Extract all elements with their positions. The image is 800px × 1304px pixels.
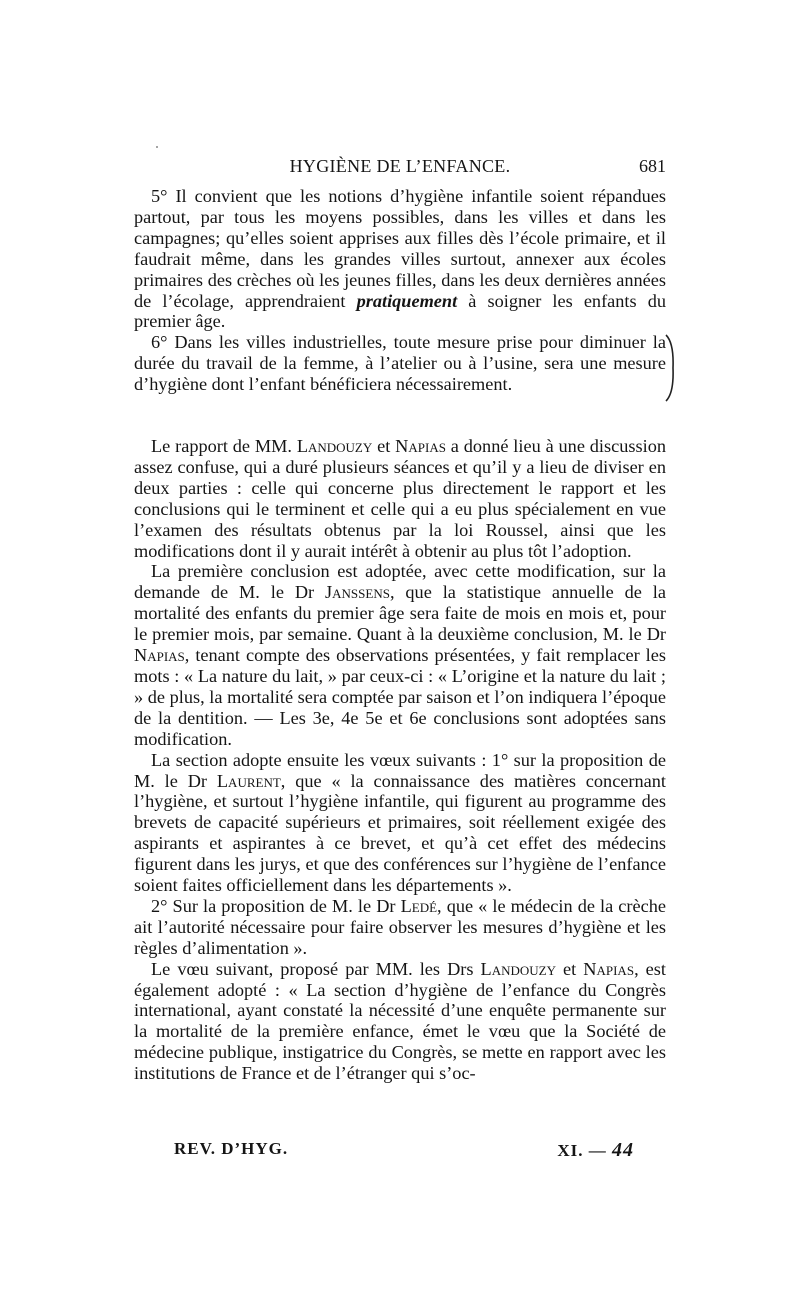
discussion-paragraph-1 — [134, 436, 666, 561]
author-name: Napias — [395, 436, 446, 456]
author-name: Napias — [583, 958, 635, 979]
volume-label: XI. — — [557, 1141, 607, 1160]
author-name: Napias — [134, 645, 185, 666]
text-run: , que « la connaissance des matières concernant l’hygiène, et surtout l’hygiène infantile, qui figurent au programme des brevets de capacité supérieurs et primaires, soit réellement exigée des aspirants et aspirantes à ce brevet, et qu’à cet effet des médecins figurent dans les jurys, et que des conférences sur l’hygiène de l’enfance soient faites officiellement dans les départements ». — [134, 770, 666, 896]
text-run: , que la statistique annuelle de la mortalité des enfants du premier âge sera faite de mois en mois et, pour le premier mois, par semaine. Quant à la deuxième conclusion, M. le Dr — [134, 582, 666, 645]
running-head: HYGIÈNE DE L’ENFANCE. — [289, 156, 511, 176]
text-run: et — [372, 436, 396, 456]
volume-signature — [557, 1139, 634, 1162]
text-run: , est également adopté : « La section d’hygiène de l’enfance du Congrès international, ayant constaté la nécessité d’une enquête permanente sur la mortalité de la première enfance, émet le vœu que la Société de médecine publique, instigatrice du Congrès, se mette en rapport avec les institutions de France et de l’étranger qui s’oc- — [134, 958, 666, 1084]
discussion-paragraph-3 — [134, 750, 666, 896]
discussion-block — [134, 436, 666, 1084]
author-name: Landouzy — [296, 436, 373, 456]
conclusion-5-italic: pratiquement — [356, 290, 458, 311]
page-footer — [174, 1139, 634, 1165]
page-header — [134, 156, 666, 182]
text-run: Le rapport de MM. — [151, 436, 297, 456]
author-name: Laurent — [216, 770, 281, 791]
author-name: Ledé — [400, 895, 438, 916]
text-run: et — [555, 958, 584, 979]
text-run: La première conclusion est adoptée, avec cette modification, sur la demande de M. le Dr — [134, 561, 666, 603]
discussion-paragraph-2 — [134, 561, 666, 749]
journal-signature: REV. D’HYG. — [174, 1139, 289, 1158]
discussion-paragraph-5 — [134, 959, 666, 1084]
page-number: 681 — [639, 156, 666, 176]
speck-mark — [156, 146, 158, 148]
discussion-paragraph-4 — [134, 896, 666, 959]
margin-bracket — [664, 333, 676, 403]
author-name: Janssens — [325, 582, 390, 603]
text-run: a donné lieu à une discussion assez confuse, qui a duré plusieurs séances et qu’il y a lieu de diviser en deux parties : celle qui concerne plus directement le rapport et les conclusions qui le terminent et celle qui a eu plus spécialement en vue l’examen des résultats obtenus par la loi Roussel, ainsi que les modifications dont il y aurait intérêt à obtenir au plus tôt l’adoption. — [134, 436, 666, 561]
text-run: Le vœu suivant, proposé par MM. les Drs — [151, 958, 481, 979]
text-run: 2° Sur la proposition de M. le Dr — [151, 895, 401, 916]
conclusion-6: 6° Dans les villes industrielles, toute mesure prise pour diminuer la durée du travail de la femme, à l’atelier ou à l’usine, sera une mesure d’hygiène dont l’enfant bénéficiera nécessairement. — [134, 332, 666, 395]
text-run: , tenant compte des observations présentées, y fait remplacer les mots : « La nature du lait, » par ceux-ci : « L’origine et la nature du lait ; » de plus, la mortalité sera comptée par saison et l’on indiquera l’époque de la dentition. — Les 3e, 4e 5e et 6e conclusions sont adoptées sans modification. — [134, 645, 666, 749]
conclusions-block — [134, 186, 666, 395]
author-name: Landouzy — [480, 958, 556, 979]
text-run: La section adopte ensuite les vœux suivants : 1° sur la proposition de M. le Dr — [134, 749, 666, 791]
conclusion-5-tail: à soigner les enfants du premier âge. — [134, 290, 666, 332]
conclusion-5-text: 5° Il convient que les notions d’hygiène infantile soient répandues partout, par tous les moyens possibles, dans les villes et dans les campagnes; qu’elles soient apprises aux filles dès l’école primaire, et il faudrait même, dans les grandes villes surtout, annexer aux écoles primaires des crèches où les jeunes filles, dans les deux dernières années de l’écolage, apprendraient — [134, 186, 666, 311]
conclusion-5 — [134, 186, 666, 332]
text-run: , que « le médecin de la crèche ait l’autorité nécessaire pour faire observer les mesures d’hygiène et les règles d’alimentation ». — [134, 895, 666, 958]
signature-number: 44 — [612, 1139, 634, 1161]
